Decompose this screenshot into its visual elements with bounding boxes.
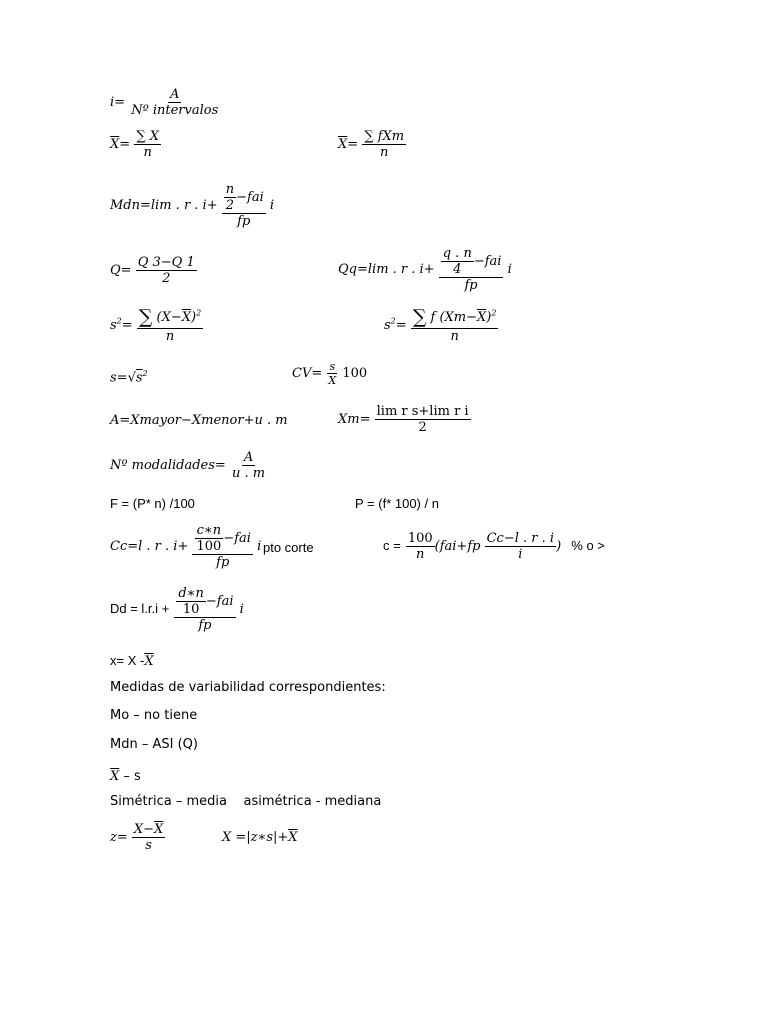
formula-lhs: s=	[110, 370, 128, 386]
numerator-rest: −fai	[473, 254, 502, 269]
denominator: n	[165, 329, 175, 344]
formula-lhs: Nº modalidades=	[110, 458, 226, 473]
xbar: $\overline{X}$	[144, 654, 154, 669]
fraction	[406, 532, 435, 561]
formula-suffix: % o >	[571, 538, 605, 553]
numerator: A	[243, 450, 254, 465]
numerator: ∑ X	[136, 129, 159, 144]
xbar: $\overline{X}$	[477, 310, 487, 325]
simetrica-line: Simétrica – media asimétrica - mediana	[110, 794, 382, 809]
equals: =	[121, 318, 133, 333]
xbar: $\overline{X}$	[181, 310, 192, 325]
xbar: $\overline{X}$	[110, 769, 120, 784]
formula-intervals	[110, 88, 220, 117]
sum-symbol: ∑	[412, 306, 427, 328]
xbar: $\overline{X}$	[288, 830, 298, 845]
denominator: u . m	[231, 466, 266, 481]
formula-text: A=Xmayor−Xmenor+u . m	[110, 413, 288, 428]
formula-tail: i	[507, 262, 512, 277]
formula-tail: i	[239, 602, 244, 617]
formula-lhs: s	[110, 318, 117, 333]
f-formula-line: F = (P* n) /100	[110, 496, 195, 511]
inner-numerator: n	[225, 182, 235, 197]
formula-z	[110, 823, 165, 852]
fraction	[362, 130, 406, 159]
fraction	[137, 308, 203, 343]
fraction	[411, 308, 499, 343]
numerator: 100	[407, 531, 433, 546]
inner-fraction	[441, 247, 474, 276]
formula-modalidades	[110, 451, 267, 480]
formula-xm	[338, 405, 471, 434]
numerator: Q 3−Q 1	[137, 255, 195, 270]
mdn-line: Mdn – ASI (Q)	[110, 737, 198, 752]
numerator	[137, 308, 203, 329]
numerator	[132, 823, 165, 838]
xbar: $\overline{X}$	[154, 822, 164, 837]
numerator-rest: −fai	[236, 190, 264, 205]
equals: =	[347, 137, 359, 152]
formula-mean-grouped	[338, 130, 406, 159]
numerator: lim r s+lim r i	[376, 404, 469, 419]
formula-variance	[110, 308, 203, 343]
formula-lhs: Dd = l.r.i +	[110, 601, 170, 616]
denominator: n	[380, 145, 389, 160]
numerator-part: )	[486, 310, 492, 325]
numerator	[174, 587, 235, 618]
denominator: Nº intervalos	[131, 103, 219, 118]
denominator: i	[518, 547, 523, 562]
formula-lhs: s	[384, 318, 391, 333]
inner-numerator: q . n	[442, 246, 472, 261]
numerator-part: )	[191, 310, 197, 325]
inner-denominator: 100	[196, 539, 222, 554]
denominator: 2	[418, 420, 427, 435]
formula-range	[110, 414, 288, 427]
superscript: 2	[116, 316, 122, 326]
formula-middle: |z∗s|+	[246, 830, 289, 845]
numerator-rest: −fai	[223, 531, 251, 546]
numerator: Cc−l . r . i	[486, 531, 555, 546]
equals: =	[395, 318, 407, 333]
numerator	[192, 524, 252, 555]
xbar: $\overline{X}$	[110, 137, 120, 152]
formula-tail: i	[269, 198, 275, 213]
fraction	[132, 823, 165, 852]
numerator-part: X−	[133, 822, 155, 837]
sum-symbol: ∑	[138, 306, 153, 328]
fraction	[439, 247, 504, 292]
formula-dd	[110, 587, 244, 632]
denominator: s	[145, 838, 152, 853]
formula-lhs: X =	[222, 830, 247, 845]
denominator: fp	[198, 618, 212, 633]
formula-middle: (fai+fp	[434, 539, 481, 554]
numerator	[411, 308, 499, 329]
formula-c	[383, 532, 605, 561]
fraction	[192, 524, 252, 569]
mo-line: Mo – no tiene	[110, 708, 198, 723]
radicand: s	[135, 370, 143, 386]
formula-q	[110, 256, 197, 285]
pto-corte-label: pto corte	[263, 540, 314, 555]
denominator: n	[416, 547, 425, 562]
formula-cv	[292, 361, 367, 386]
fraction	[375, 405, 471, 434]
inner-denominator: 10	[182, 602, 200, 617]
formula-cc	[110, 524, 261, 569]
formula-lhs: CV=	[292, 366, 323, 381]
inner-fraction	[176, 587, 206, 616]
numerator-part: (X−	[156, 310, 182, 325]
numerator: A	[170, 87, 180, 102]
denominator: 2	[162, 271, 171, 286]
formula-lhs: z=	[110, 830, 128, 845]
formula-variance-grouped	[384, 308, 498, 343]
denominator: fp	[464, 278, 478, 293]
numerator: ∑ fXm	[364, 129, 405, 144]
inner-fraction	[194, 524, 223, 553]
fraction	[326, 361, 338, 386]
equals: =	[119, 137, 131, 152]
p-formula-line: P = (f* 100) / n	[355, 496, 439, 511]
fraction	[174, 587, 235, 632]
superscript: 2	[142, 369, 148, 378]
numerator: s	[329, 360, 336, 373]
inner-fraction	[224, 183, 236, 212]
formula-lhs: c =	[383, 538, 401, 553]
fraction	[485, 532, 556, 561]
numerator	[222, 183, 266, 214]
formula-std-dev	[110, 370, 148, 384]
formula-tail: 100	[342, 366, 368, 381]
inner-denominator: 2	[225, 198, 235, 213]
formula-lhs: Qq=lim . r . i+	[338, 262, 435, 277]
formula-lhs: Xm=	[338, 412, 371, 427]
xbar: $\overline{X}$	[338, 137, 348, 152]
fraction	[136, 256, 197, 285]
fraction	[134, 130, 161, 159]
formula-qq	[338, 247, 512, 292]
formula-x-from-z	[222, 831, 298, 844]
inner-numerator: c∗n	[196, 523, 222, 538]
formula-c-body	[406, 531, 565, 562]
line-text: x= X -	[110, 653, 145, 668]
formula-lhs: Mdn=lim . r . i+	[110, 198, 218, 213]
superscript: 2	[491, 308, 497, 318]
formula-lhs: Cc=l . r . i+	[110, 539, 189, 554]
inner-numerator: d∗n	[178, 586, 204, 601]
fraction	[230, 451, 267, 480]
formula-median	[110, 183, 274, 228]
denominator: n	[143, 145, 152, 160]
numerator-part: f (Xm−	[430, 310, 478, 325]
fraction	[222, 183, 266, 228]
denominator: fp	[237, 214, 251, 229]
denominator: X	[328, 374, 337, 387]
superscript: 2	[196, 308, 202, 318]
square-root-symbol: √	[127, 370, 136, 386]
superscript: 2	[390, 316, 396, 326]
medidas-heading: Medidas de variabilidad correspondientes:	[110, 680, 386, 695]
formula-lhs: i=	[110, 95, 126, 110]
numerator	[439, 247, 504, 278]
formula-close: )	[556, 539, 562, 554]
formula-lhs: Q=	[110, 263, 132, 278]
formula-mean	[110, 130, 161, 159]
x-deviation-line	[110, 650, 154, 669]
formula-dd-body	[174, 586, 244, 633]
fraction	[129, 88, 220, 117]
inner-denominator: 4	[453, 262, 462, 277]
denominator: n	[450, 329, 459, 344]
xbar-s-line	[110, 765, 141, 784]
line-text: – s	[119, 769, 141, 784]
denominator: fp	[216, 555, 230, 570]
formula-tail: i	[257, 539, 262, 554]
numerator-rest: −fai	[205, 594, 234, 609]
